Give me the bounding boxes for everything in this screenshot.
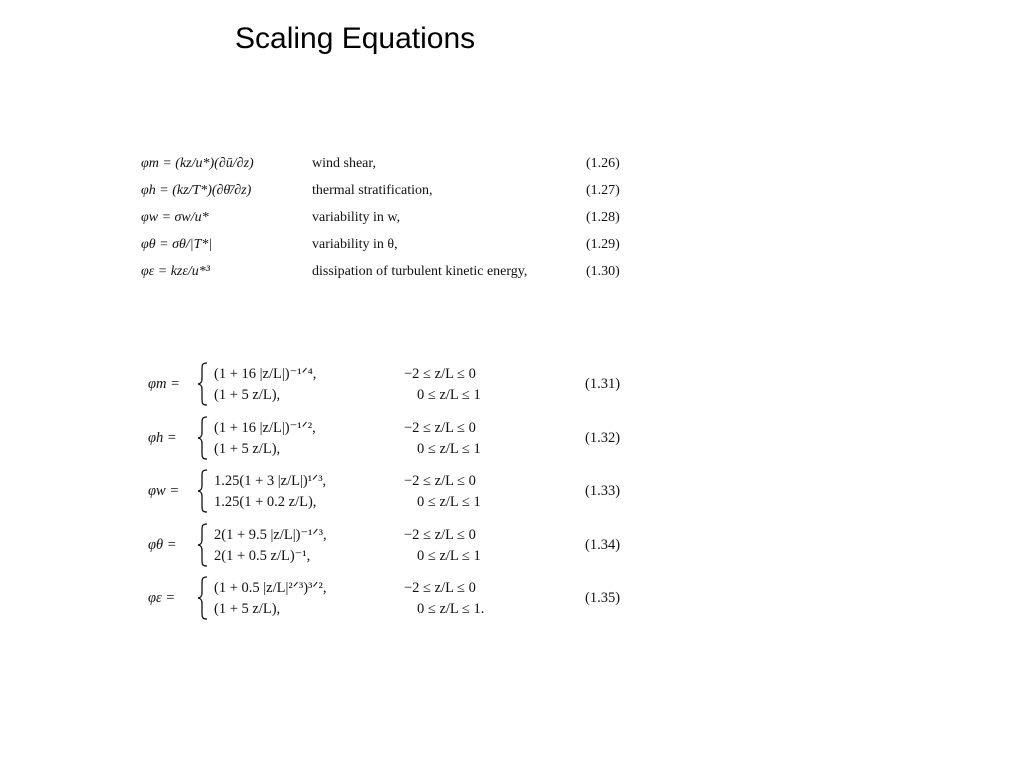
equation-row-1-28 xyxy=(141,204,641,231)
equation-row-1-27 xyxy=(141,177,641,204)
equation-lhs: φw = xyxy=(148,483,180,499)
case-expression-2: (1 + 5 z/L), xyxy=(214,387,281,403)
equation-row-1-31 xyxy=(148,362,648,416)
equation-description: dissipation of turbulent kinetic energy, xyxy=(312,264,528,279)
equation-lhs: φε = kzε/u*³ xyxy=(141,264,210,279)
equation-number: (1.32) xyxy=(585,429,621,446)
case-expression-1: (1 + 16 |z/L|)⁻¹ᐟ², xyxy=(214,419,316,436)
equation-row-1-32 xyxy=(148,416,648,470)
equation-lhs: φm = (kz/u*)(∂ū/∂z) xyxy=(141,156,254,171)
left-brace-icon xyxy=(197,523,209,567)
case-expression-1: 1.25(1 + 3 |z/L|)¹ᐟ³, xyxy=(214,473,327,489)
piecewise-block xyxy=(148,362,648,630)
equation-lhs: φθ = σθ/|T*| xyxy=(141,237,213,252)
equation-row-1-34 xyxy=(148,523,648,577)
equation-number: (1.26) xyxy=(586,156,620,171)
definitions-block xyxy=(141,150,641,285)
equation-lhs: φw = σw/u* xyxy=(141,210,209,225)
equation-description: wind shear, xyxy=(312,156,376,171)
case-condition-1: −2 ≤ z/L ≤ 0 xyxy=(404,580,476,596)
case-condition-2: 0 ≤ z/L ≤ 1 xyxy=(417,494,481,510)
equation-row-1-33 xyxy=(148,469,648,523)
case-expression-2: 1.25(1 + 0.2 z/L), xyxy=(214,494,317,510)
case-condition-2: 0 ≤ z/L ≤ 1 xyxy=(417,547,481,564)
case-expression-2: 2(1 + 0.5 z/L)⁻¹, xyxy=(214,547,311,564)
equation-number: (1.29) xyxy=(586,237,620,252)
equation-description: variability in θ, xyxy=(312,237,398,252)
case-condition-2: 0 ≤ z/L ≤ 1. xyxy=(417,601,485,617)
equation-lhs: φε = xyxy=(148,590,176,606)
equation-lhs: φm = xyxy=(148,376,180,392)
equation-number: (1.34) xyxy=(585,536,621,553)
equation-lhs: φh = (kz/T*)(∂θ̄/∂z) xyxy=(141,183,252,198)
equation-row-1-29 xyxy=(141,231,641,258)
case-expression-2: (1 + 5 z/L), xyxy=(214,440,281,457)
equation-lhs: φh = xyxy=(148,429,177,446)
left-brace-icon xyxy=(197,416,209,460)
equation-number: (1.35) xyxy=(585,590,621,606)
left-brace-icon xyxy=(197,576,209,620)
left-brace-icon xyxy=(197,469,209,513)
equation-number: (1.27) xyxy=(586,183,620,198)
case-condition-1: −2 ≤ z/L ≤ 0 xyxy=(404,419,476,436)
equation-row-1-26 xyxy=(141,150,641,177)
equation-number: (1.31) xyxy=(585,376,621,392)
case-condition-1: −2 ≤ z/L ≤ 0 xyxy=(404,526,476,543)
case-condition-1: −2 ≤ z/L ≤ 0 xyxy=(404,366,476,382)
equation-description: thermal stratification, xyxy=(312,183,433,198)
left-brace-icon xyxy=(197,362,209,406)
case-expression-1: (1 + 0.5 |z/L|²ᐟ³)³ᐟ², xyxy=(214,580,327,596)
case-expression-2: (1 + 5 z/L), xyxy=(214,601,281,617)
equation-description: variability in w, xyxy=(312,210,401,225)
equation-row-1-30 xyxy=(141,258,641,285)
case-expression-1: 2(1 + 9.5 |z/L|)⁻¹ᐟ³, xyxy=(214,526,327,543)
equation-row-1-35 xyxy=(148,576,648,630)
equation-lhs: φθ = xyxy=(148,536,177,553)
equation-number: (1.28) xyxy=(586,210,620,225)
case-condition-2: 0 ≤ z/L ≤ 1 xyxy=(417,387,481,403)
case-condition-1: −2 ≤ z/L ≤ 0 xyxy=(404,473,476,489)
equation-number: (1.30) xyxy=(586,264,620,279)
slide-title: Scaling Equations xyxy=(235,22,476,55)
equation-number: (1.33) xyxy=(585,483,621,499)
case-condition-2: 0 ≤ z/L ≤ 1 xyxy=(417,440,481,457)
case-expression-1: (1 + 16 |z/L|)⁻¹ᐟ⁴, xyxy=(214,366,317,382)
